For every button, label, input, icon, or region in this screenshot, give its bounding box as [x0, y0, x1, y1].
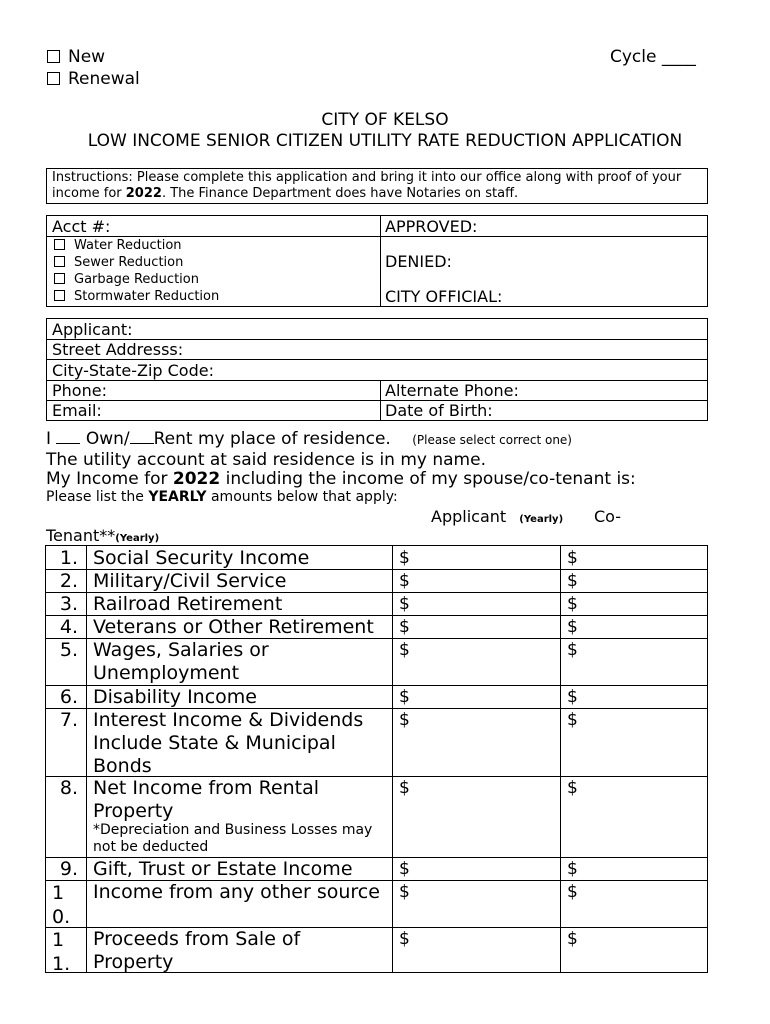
acct-label: Acct #:: [52, 217, 111, 236]
row-number: 9.: [59, 858, 78, 880]
row-label: Proceeds from Sale of Property: [93, 928, 301, 973]
cotenant-amount[interactable]: $: [567, 617, 578, 637]
applicant-amount[interactable]: $: [399, 929, 410, 949]
garbage-reduction-label: Garbage Reduction: [74, 272, 199, 287]
garbage-reduction-row: [54, 271, 219, 288]
applicant-amount[interactable]: $: [399, 640, 410, 660]
sewer-reduction-label: Sewer Reduction: [74, 255, 184, 270]
water-reduction-label: Water Reduction: [74, 238, 182, 253]
cotenant-amount[interactable]: $: [567, 640, 578, 660]
applicant-amount[interactable]: $: [399, 687, 410, 707]
row-label: Wages, Salaries or Unemployment: [93, 639, 269, 684]
garbage-reduction-checkbox[interactable]: [54, 273, 65, 284]
row-number: 6.: [59, 686, 78, 708]
row-label: Interest Income & Dividends Include State & Municipal Bonds: [93, 709, 364, 777]
row-label: Railroad Retirement: [93, 593, 283, 615]
renewal-label: Renewal: [68, 69, 140, 89]
row-label: Net Income from Rental Property: [93, 777, 320, 822]
form-title: LOW INCOME SENIOR CITIZEN UTILITY RATE REDUCTION APPLICATION: [87, 131, 683, 151]
cotenant-amount[interactable]: $: [567, 710, 578, 730]
rent-blank[interactable]: [130, 429, 154, 444]
income-year: 2022: [172, 469, 221, 489]
cycle-label: Cycle ____: [610, 47, 696, 67]
row-number: 3.: [59, 593, 78, 615]
cotenant-amount[interactable]: $: [567, 859, 578, 879]
row-number: 5.: [59, 639, 78, 661]
new-checkbox-row: [47, 47, 105, 68]
row-label: Social Security Income: [93, 547, 310, 569]
row-number: 4.: [59, 616, 78, 638]
new-checkbox[interactable]: [47, 50, 60, 63]
tenant-column-header: Tenant**(Yearly): [46, 526, 160, 545]
applicant-amount[interactable]: $: [399, 778, 410, 798]
sewer-reduction-row: [54, 254, 219, 271]
sewer-reduction-checkbox[interactable]: [54, 256, 65, 267]
alternate-phone-field[interactable]: Alternate Phone:: [385, 381, 519, 400]
row-label: Income from any other source: [93, 881, 380, 903]
row-label: Disability Income: [93, 686, 257, 708]
applicant-field[interactable]: Applicant:: [52, 320, 133, 339]
cotenant-amount[interactable]: $: [567, 571, 578, 591]
own-rent-statement: I Own/ Rent my place of residence. (Please select correct one): [46, 429, 572, 449]
stormwater-reduction-row: [54, 288, 219, 305]
account-statement: The utility account at said residence is in my name.: [46, 450, 486, 470]
cotenant-amount[interactable]: $: [567, 778, 578, 798]
own-rent-note: (Please select correct one): [412, 433, 572, 447]
water-reduction-row: [54, 237, 219, 254]
applicant-column-header: Applicant (Yearly): [431, 507, 564, 526]
cotenant-amount[interactable]: $: [567, 882, 578, 902]
email-field[interactable]: Email:: [52, 401, 102, 420]
approved-label: APPROVED:: [385, 217, 478, 236]
instructions-year: 2022: [125, 186, 162, 201]
city-state-zip-field[interactable]: City-State-Zip Code:: [52, 361, 214, 380]
yearly-instruction: Please list the YEARLY amounts below that apply:: [46, 489, 398, 505]
city-heading: CITY OF KELSO: [321, 110, 449, 130]
applicant-amount[interactable]: $: [399, 571, 410, 591]
stormwater-reduction-label: Stormwater Reduction: [74, 289, 220, 304]
row-number: 11.: [52, 929, 71, 975]
cotenant-amount[interactable]: $: [567, 594, 578, 614]
row-note: *Depreciation and Business Losses may not be deducted: [93, 822, 373, 855]
applicant-amount[interactable]: $: [399, 859, 410, 879]
applicant-amount[interactable]: $: [399, 548, 410, 568]
new-label: New: [68, 47, 106, 67]
applicant-amount[interactable]: $: [399, 710, 410, 730]
renewal-checkbox-row: [47, 69, 140, 90]
cotenant-amount[interactable]: $: [567, 929, 578, 949]
city-official-label: CITY OFFICIAL:: [385, 287, 503, 306]
phone-field[interactable]: Phone:: [52, 381, 107, 400]
income-statement: My Income for 2022 including the income of my spouse/co-tenant is:: [46, 469, 636, 489]
street-address-field[interactable]: Street Addresss:: [52, 340, 184, 359]
date-of-birth-field[interactable]: Date of Birth:: [385, 401, 493, 420]
applicant-amount[interactable]: $: [399, 882, 410, 902]
co-column-header: Co-: [594, 507, 622, 526]
row-number: 10.: [52, 882, 71, 928]
row-label: Gift, Trust or Estate Income: [93, 858, 353, 880]
applicant-amount[interactable]: $: [399, 594, 410, 614]
row-number: 2.: [59, 570, 78, 592]
cotenant-amount[interactable]: $: [567, 687, 578, 707]
reduction-options: [54, 237, 219, 305]
row-number: 7.: [59, 709, 78, 731]
instructions-text: Instructions: Please complete this application and bring it into our office along with proof of your income for 2022. The Finance Department does have Notaries on staff.: [52, 170, 682, 201]
renewal-checkbox[interactable]: [47, 72, 60, 85]
applicant-amount[interactable]: $: [399, 617, 410, 637]
row-label: Military/Civil Service: [93, 570, 287, 592]
cotenant-amount[interactable]: $: [567, 548, 578, 568]
row-label: Veterans or Other Retirement: [93, 616, 374, 638]
row-number: 1.: [59, 547, 78, 569]
own-blank[interactable]: [56, 429, 80, 444]
denied-label: DENIED:: [385, 252, 452, 271]
water-reduction-checkbox[interactable]: [54, 239, 65, 250]
stormwater-reduction-checkbox[interactable]: [54, 290, 65, 301]
row-number: 8.: [59, 777, 78, 799]
